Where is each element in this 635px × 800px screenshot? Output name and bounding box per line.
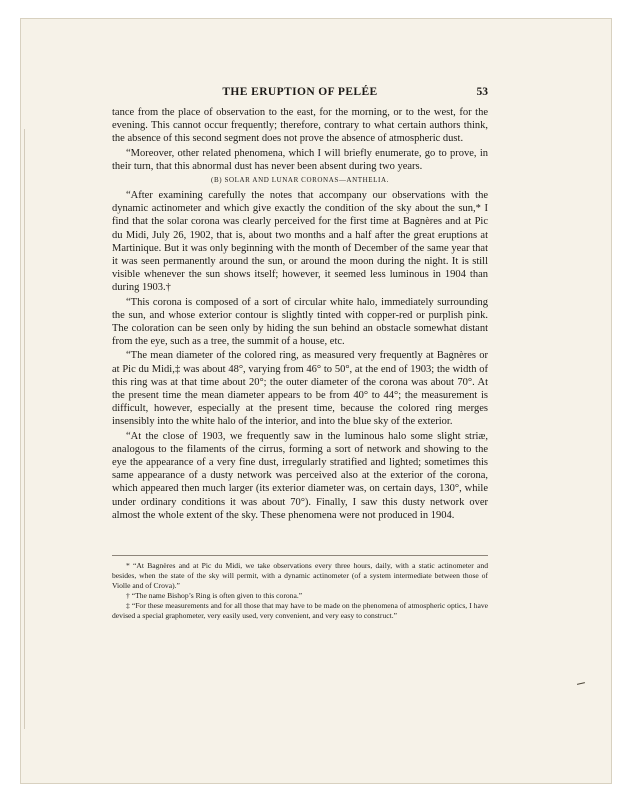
footnote-dagger: † “The name Bishop’s Ring is often given to this corona.”	[126, 591, 303, 600]
footnote-asterisk: * “At Bagnères and at Pic du Midi, we take observations every three hours, daily, with a static actinometer and besides, when the state of the sky will permit, with a dynamic actinometer (of a system intermediate between those of Violle and of Crova).”	[112, 561, 488, 590]
paragraph-solar-corona: “After examining carefully the notes that accompany our observations with the dynamic actinometer and which give exactly the condition of the sky about the sun,* I find that the solar corona was clearly perceived for the first time at Bagnères and at Pic du Midi, July 26, 1902, that is, about two months and a half after the great eruptions at Martinique. But it was only beginning with the month of December of the same year that it was seen permanently around the sun, or around the moon during the night. It is still visible whenever the sun shows itself; however, it seemed less luminous in 1904 than during 1903.†	[112, 190, 488, 294]
section-subheading	[112, 175, 488, 185]
page-edge-mark	[577, 682, 585, 685]
paragraph-related-phenomena: “Moreover, other related phenomena, which I will briefly enumerate, go to prove, in their turn, that this abnormal dust has never been absent during two years.	[112, 147, 488, 172]
page-number: 53	[476, 86, 488, 98]
paragraph-ring-diameter: “The mean diameter of the colored ring, as measured very frequently at Bagnères or at Pic du Midi,‡ was about 48°, varying from 46° to 50°, at the end of 1903; the width of this ring was at that time about 20°; the outer diameter of the corona was about 70°. At the present time the mean diameter appears to be from 40° to 44°; the measurement is difficult, however, especially at the present time, because the colored ring merges insensibly into the white halo of the interior, and into the blue sky of the exterior.	[112, 350, 488, 428]
gutter-shadow	[24, 129, 25, 729]
footnote-divider	[112, 555, 488, 556]
running-header	[112, 85, 488, 99]
footnotes	[112, 561, 488, 621]
paragraph-striae: “At the close of 1903, we frequently saw in the luminous halo some slight striæ, analogous to the filaments of the cirrus, forming a sort of network and showing to the eye the appearance of a very fine dust, irregularly stratified and lighted; sometimes this same appearance of a dusty network was perceived also at the exterior of the corona, which appeared then much larger (its exterior diameter was, on certain days, 130°, while under ordinary conditions it was about 70°). Finally, I saw this dusty network over almost the whole extent of the sky. These phenomena were not produced in 1904.	[112, 430, 488, 521]
paragraph-continuation: tance from the place of observation to the east, for the morning, or to the west, for the evening. This cannot occur frequently; therefore, contrary to what certain authors think, the absence of this second segment does not prove the absence of atmospheric dust.	[112, 107, 488, 145]
running-title: THE ERUPTION OF PELÉE	[222, 86, 378, 98]
body-text	[112, 106, 488, 523]
paragraph-corona-composition: “This corona is composed of a sort of circular white halo, immediately surrounding the sun, and whose exterior contour is slightly tinted with copper-red or purplish pink. The coloration can be seen only by hiding the sun behind an obstacle somewhat distant from the eye, such as a tree, the summit of a house, etc.	[112, 296, 488, 348]
footnote-double-dagger: ‡ “For these measurements and for all those that may have to be made on the phenomena of atmospheric optics, I have devised a special graphometer, very easily used, very convenient, and very easy to construct.”	[112, 601, 488, 620]
subheading-text: (B) SOLAR AND LUNAR CORONAS—ANTHELIA.	[211, 176, 389, 185]
